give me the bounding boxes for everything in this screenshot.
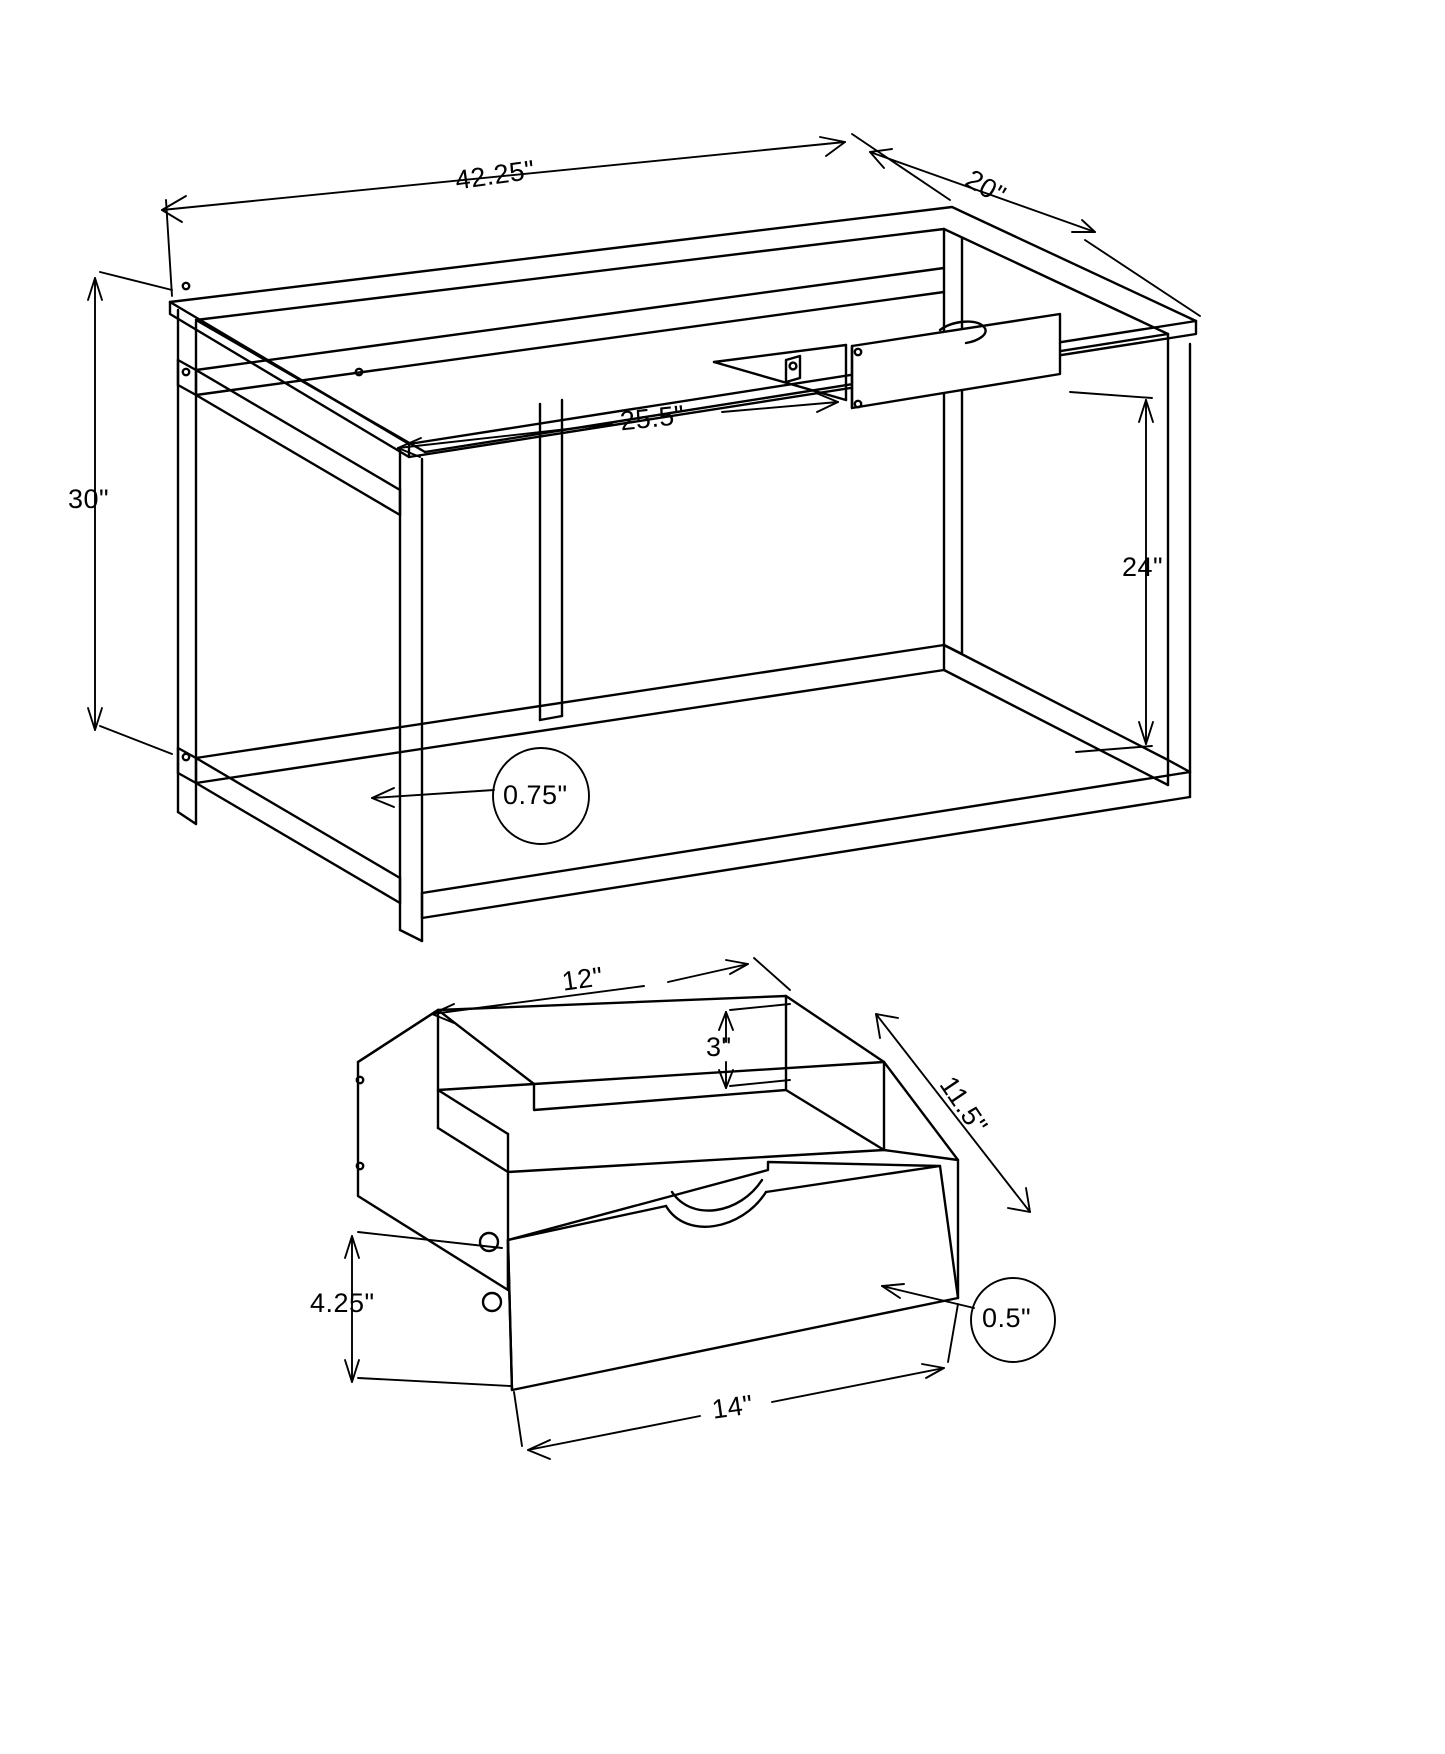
dimension-label-drawer-face-width: 14" bbox=[710, 1389, 755, 1425]
dimension-label-drawer-inner-width: 12" bbox=[560, 961, 605, 997]
dimension-label-desk-clearance-height: 24" bbox=[1122, 552, 1164, 582]
dimension-label-desk-height: 30" bbox=[68, 484, 110, 514]
drawer-illustration bbox=[357, 996, 958, 1390]
dimension-label-desk-clearance-width: 25.5" bbox=[618, 399, 686, 437]
dimension-label-drawer-panel: 0.5" bbox=[982, 1303, 1032, 1333]
desk-dimension-lines bbox=[88, 134, 1200, 844]
dimension-label-desk-width: 42.25" bbox=[453, 154, 537, 196]
dimension-label-desk-depth: 20" bbox=[960, 163, 1012, 211]
dimension-label-drawer-inner-height: 3" bbox=[706, 1032, 732, 1062]
dimension-label-frame-tube: 0.75" bbox=[503, 780, 568, 810]
dimension-label-drawer-face-height: 4.25" bbox=[310, 1288, 375, 1318]
desk-illustration bbox=[170, 207, 1196, 941]
dimension-label-drawer-depth: 11.5" bbox=[933, 1070, 994, 1140]
